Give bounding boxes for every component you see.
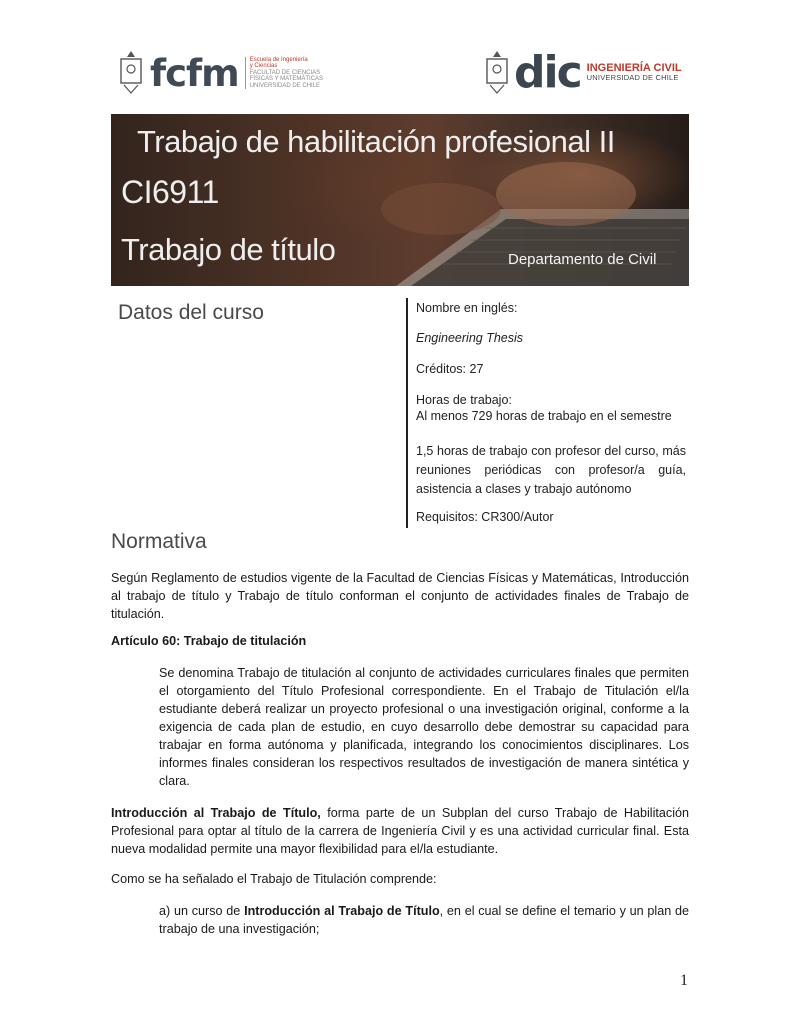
normativa-intro-paragraph: Según Reglamento de estudios vigente de la Facultad de Ciencias Físicas y Matemáticas, Introducción al trabajo de título y Trabajo de título conforman el conjunto de actividades finales de Trabajo de titulación. (111, 571, 689, 621)
section-heading-datos: Datos del curso (118, 301, 264, 324)
list-item-a-bold: Introducción al Trabajo de Título (244, 904, 440, 918)
page-number: 1 (680, 972, 688, 989)
comprende-paragraph: Como se ha señalado el Trabajo de Titulación comprende: (111, 872, 437, 886)
university-crest-icon (118, 49, 144, 97)
university-crest-icon (484, 49, 510, 97)
english-name-value: Engineering Thesis (416, 331, 524, 345)
intro-paragraph (111, 804, 689, 858)
list-item-a (159, 902, 689, 938)
course-banner (111, 114, 689, 286)
fcfm-caption: Escuela de Ingeniería y Ciencias FACULTAD DE CIENCIAS FÍSICAS Y MATEMÁTICAS UNIVERSIDAD DE CHILE (245, 57, 323, 90)
intro-text: forma parte de un Subplan del curso Trabajo de Habilitación Profesional para optar al título de la carrera de Ingeniería Civil y es una actividad curricular final. Esta nueva modalidad permite una mayor flexibilidad para el/la estudiante. (111, 806, 690, 856)
fcfm-logo (118, 46, 323, 100)
article-title: Artículo 60: Trabajo de titulación (111, 634, 307, 648)
section-heading-normativa: Normativa (111, 530, 207, 553)
dic-wordmark: dic (514, 47, 581, 98)
requisites: Requisitos: CR300/Autor (416, 510, 554, 524)
banner-title: Trabajo de habilitación profesional II (137, 124, 615, 159)
article-quote: Se denomina Trabajo de titulación al conjunto de actividades curriculares finales que permiten el otorgamiento del Título Profesional correspondiente. En el Trabajo de Titulación el/la estudiante deberá realizar un proyecto profesional o una investigación original, conforme a la exigencia de cada plan de estudio, en cuyo desarrollo debe demostrar su capacidad para trabajar en forma autónoma y planificada, integrando los conocimientos disciplinares. Los informes finales consideran los respectivos resultados de investigación de manera sintética y clara. (159, 666, 689, 788)
banner-department: Departamento de Civil (508, 251, 657, 268)
credits: Créditos: 27 (416, 362, 484, 376)
banner-course-code: CI6911 (121, 174, 219, 210)
english-name-label: Nombre en inglés: (416, 301, 518, 315)
work-hours-detail: 1,5 horas de trabajo con profesor del curso, más reuniones periódicas con profesor/a guía, asistencia a clases y trabajo autónomo (416, 444, 686, 496)
fcfm-wordmark: fcfm (150, 51, 239, 95)
banner-subtitle: Trabajo de título (121, 232, 336, 267)
work-hours-value: Al menos 729 horas de trabajo en el semestre (416, 409, 672, 423)
list-item-a-text: , en el cual se define el temario y un plan de trabajo de una investigación; (159, 904, 690, 936)
dic-logo (484, 46, 682, 100)
list-item-a-prefix: a) un curso de (159, 904, 245, 918)
work-hours-label: Horas de trabajo: (416, 393, 512, 407)
course-info-box (406, 298, 690, 528)
intro-bold-term: Introducción al Trabajo de Título, (111, 806, 321, 820)
dic-caption: INGENIERÍA CIVIL UNIVERSIDAD DE CHILE (586, 62, 682, 82)
